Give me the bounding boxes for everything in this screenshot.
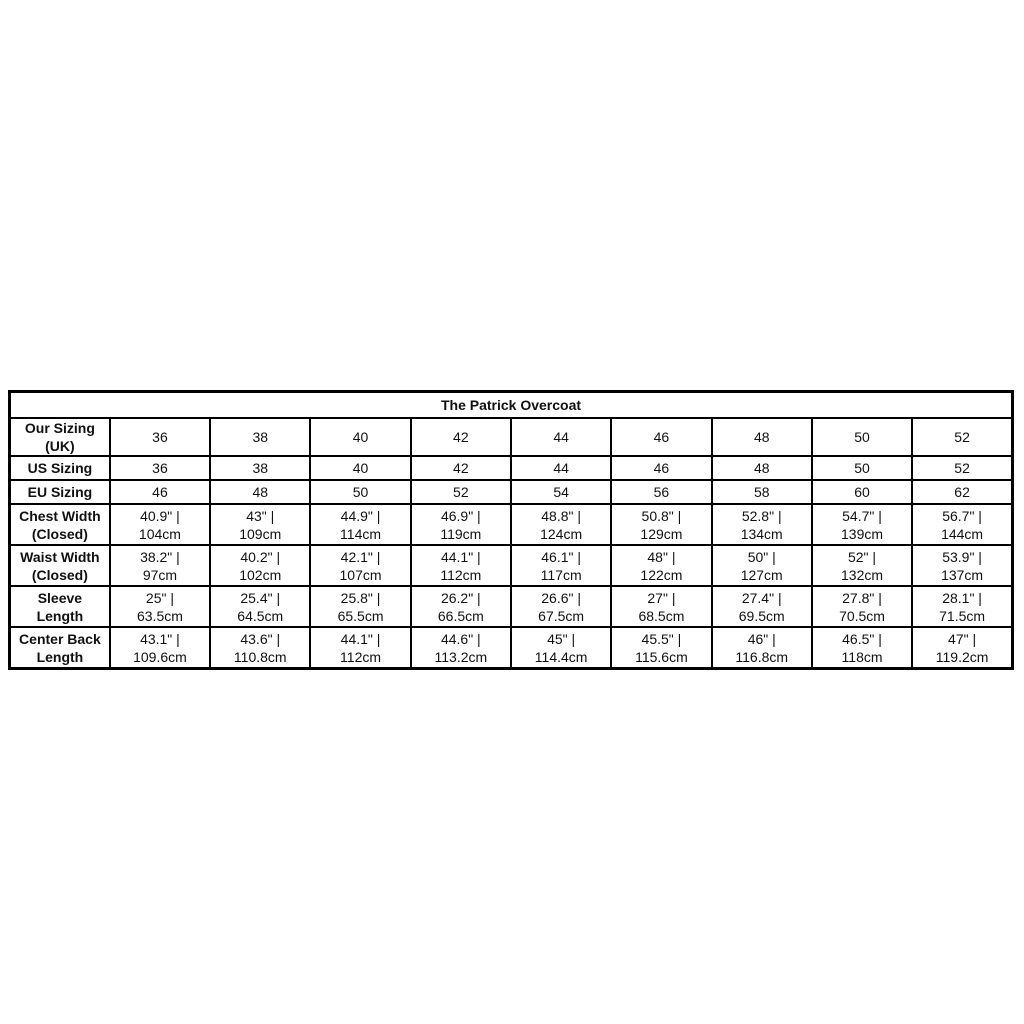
cell-value: 60 xyxy=(854,484,870,500)
cell-value: 46 xyxy=(653,460,670,476)
cell-value: 56.7" | xyxy=(942,507,982,524)
table-cell xyxy=(912,586,1012,627)
cell-value: 129cm xyxy=(640,525,683,542)
cell-value: 42 xyxy=(453,429,469,445)
row-label-line: US Sizing xyxy=(27,460,93,476)
table-cell xyxy=(912,627,1012,669)
cell-value: 52 xyxy=(954,429,970,445)
cell-value: 113.2cm xyxy=(434,648,488,665)
cell-value: 28.1" | xyxy=(942,589,982,606)
cell-value: 114.4cm xyxy=(534,648,588,665)
cell-value: 42.1" | xyxy=(340,548,381,565)
table-cell xyxy=(611,418,711,456)
cell-value: 119cm xyxy=(440,525,482,542)
table-title: The Patrick Overcoat xyxy=(10,392,1013,419)
cell-value: 48.8" | xyxy=(541,507,581,524)
cell-value: 44.6" | xyxy=(440,630,481,647)
table-cell xyxy=(110,480,210,504)
table-cell xyxy=(210,418,310,456)
cell-value: 69.5cm xyxy=(738,607,785,624)
table-cell xyxy=(812,418,912,456)
table-row xyxy=(10,627,1013,669)
table-cell xyxy=(812,480,912,504)
row-label xyxy=(10,456,110,480)
table-cell xyxy=(912,504,1012,545)
cell-value: 43" | xyxy=(246,507,275,524)
cell-value: 122cm xyxy=(640,566,683,583)
table-cell xyxy=(611,586,711,627)
cell-value: 47" | xyxy=(948,630,977,647)
cell-value: 25.4" | xyxy=(240,589,281,606)
row-label-line: EU Sizing xyxy=(27,484,93,500)
table-cell xyxy=(912,545,1012,586)
cell-value: 42 xyxy=(453,460,469,476)
table-cell xyxy=(611,480,711,504)
cell-value: 64.5cm xyxy=(237,607,284,624)
cell-value: 48 xyxy=(252,484,269,500)
table-cell xyxy=(511,504,611,545)
cell-value: 52" | xyxy=(847,548,877,565)
table-cell xyxy=(411,586,511,627)
cell-value: 27.8" | xyxy=(842,589,882,606)
cell-value: 118cm xyxy=(841,648,883,665)
table-cell xyxy=(110,504,210,545)
table-cell xyxy=(712,480,812,504)
title-row xyxy=(10,392,1013,419)
cell-value: 119.2cm xyxy=(935,648,989,665)
cell-value: 48" | xyxy=(647,548,676,565)
cell-value: 68.5cm xyxy=(638,607,685,624)
row-label xyxy=(10,418,110,456)
cell-value: 44 xyxy=(553,460,569,476)
table-cell xyxy=(511,586,611,627)
cell-value: 104cm xyxy=(138,525,181,542)
cell-value: 27.4" | xyxy=(741,589,782,606)
table-cell xyxy=(511,456,611,480)
row-label xyxy=(10,545,110,586)
table-cell xyxy=(210,456,310,480)
table-cell xyxy=(310,418,410,456)
cell-value: 97cm xyxy=(142,566,178,583)
table-cell xyxy=(912,418,1012,456)
table-cell xyxy=(511,545,611,586)
cell-value: 52 xyxy=(954,460,970,476)
cell-value: 45" | xyxy=(547,630,576,647)
cell-value: 66.5cm xyxy=(437,607,484,624)
table-cell xyxy=(712,456,812,480)
cell-value: 44.1" | xyxy=(340,630,381,647)
table-cell xyxy=(411,456,511,480)
table-cell xyxy=(712,418,812,456)
cell-value: 38 xyxy=(252,460,269,476)
table-cell xyxy=(812,504,912,545)
cell-value: 50" | xyxy=(747,548,776,565)
cell-value: 58 xyxy=(753,484,770,500)
cell-value: 62 xyxy=(954,484,970,500)
cell-value: 48 xyxy=(753,460,770,476)
cell-value: 27" | xyxy=(647,589,676,606)
table-cell xyxy=(310,456,410,480)
row-label-line: (Closed) xyxy=(31,566,88,583)
cell-value: 70.5cm xyxy=(839,607,885,624)
cell-value: 137cm xyxy=(941,566,984,583)
cell-value: 40 xyxy=(352,460,369,476)
table-cell xyxy=(812,627,912,669)
table-cell xyxy=(912,456,1012,480)
table-cell xyxy=(310,545,410,586)
table-cell xyxy=(712,627,812,669)
cell-value: 40 xyxy=(352,429,369,445)
cell-value: 26.2" | xyxy=(440,589,481,606)
cell-value: 114cm xyxy=(340,525,382,542)
cell-value: 109.6cm xyxy=(133,648,187,665)
table-row xyxy=(10,504,1013,545)
cell-value: 56 xyxy=(653,484,670,500)
cell-value: 65.5cm xyxy=(337,607,384,624)
table-cell xyxy=(210,627,310,669)
table-cell xyxy=(411,504,511,545)
table-cell xyxy=(310,504,410,545)
cell-value: 50.8" | xyxy=(641,507,682,524)
cell-value: 112cm xyxy=(440,566,482,583)
cell-value: 44.9" | xyxy=(340,507,381,524)
cell-value: 48 xyxy=(753,429,770,445)
cell-value: 25" | xyxy=(145,589,174,606)
cell-value: 117cm xyxy=(540,566,582,583)
table-cell xyxy=(110,586,210,627)
cell-value: 44 xyxy=(553,429,569,445)
row-label xyxy=(10,504,110,545)
cell-value: 46.5" | xyxy=(842,630,882,647)
cell-value: 44.1" | xyxy=(440,548,481,565)
cell-value: 107cm xyxy=(339,566,382,583)
cell-value: 124cm xyxy=(540,525,583,542)
cell-value: 50 xyxy=(854,460,870,476)
row-label xyxy=(10,627,110,669)
table-cell xyxy=(210,586,310,627)
cell-value: 102cm xyxy=(239,566,282,583)
cell-value: 43.6" | xyxy=(240,630,281,647)
cell-value: 112cm xyxy=(340,648,382,665)
cell-value: 46 xyxy=(653,429,670,445)
cell-value: 36 xyxy=(152,429,168,445)
table-cell xyxy=(310,627,410,669)
row-label-line: Center Back xyxy=(19,630,101,647)
cell-value: 25.8" | xyxy=(340,589,381,606)
row-label-line: Chest Width xyxy=(19,507,101,524)
cell-value: 50 xyxy=(854,429,870,445)
cell-value: 134cm xyxy=(740,525,783,542)
cell-value: 26.6" | xyxy=(541,589,581,606)
cell-value: 54.7" | xyxy=(842,507,882,524)
cell-value: 139cm xyxy=(841,525,884,542)
cell-value: 40.2" | xyxy=(240,548,281,565)
cell-value: 46.9" | xyxy=(440,507,481,524)
table-cell xyxy=(812,586,912,627)
cell-value: 52 xyxy=(453,484,469,500)
cell-value: 45.5" | xyxy=(641,630,682,647)
cell-value: 144cm xyxy=(941,525,984,542)
table-cell xyxy=(210,504,310,545)
cell-value: 38 xyxy=(252,429,269,445)
table-cell xyxy=(511,418,611,456)
table-cell xyxy=(110,627,210,669)
table-cell xyxy=(411,545,511,586)
table-cell xyxy=(411,627,511,669)
table-cell xyxy=(110,545,210,586)
cell-value: 43.1" | xyxy=(140,630,180,647)
table-cell xyxy=(712,586,812,627)
cell-value: 53.9" | xyxy=(942,548,982,565)
table-cell xyxy=(411,480,511,504)
cell-value: 40.9" | xyxy=(140,507,180,524)
table-cell xyxy=(812,456,912,480)
cell-value: 46 xyxy=(152,484,168,500)
size-chart-table xyxy=(8,390,1014,670)
table-row xyxy=(10,456,1013,480)
table-cell xyxy=(611,456,711,480)
cell-value: 116.8cm xyxy=(735,648,789,665)
cell-value: 52.8" | xyxy=(741,507,782,524)
table-cell xyxy=(712,545,812,586)
table-cell xyxy=(611,627,711,669)
cell-value: 38.2" | xyxy=(140,548,180,565)
row-label-line: (Closed) xyxy=(31,525,88,542)
table-cell xyxy=(110,418,210,456)
cell-value: 36 xyxy=(152,460,168,476)
row-label-line: Waist Width xyxy=(20,548,100,565)
table-cell xyxy=(511,627,611,669)
table-row xyxy=(10,480,1013,504)
row-label-line: Sleeve xyxy=(37,589,83,606)
table-cell xyxy=(611,504,711,545)
cell-value: 127cm xyxy=(740,566,783,583)
cell-value: 54 xyxy=(553,484,569,500)
table-cell xyxy=(511,480,611,504)
table-cell xyxy=(210,545,310,586)
table-row xyxy=(10,586,1013,627)
table-cell xyxy=(411,418,511,456)
cell-value: 110.8cm xyxy=(233,648,287,665)
table-cell xyxy=(611,545,711,586)
cell-value: 46" | xyxy=(747,630,776,647)
row-label-line: Length xyxy=(36,607,84,624)
row-label xyxy=(10,480,110,504)
table-cell xyxy=(310,480,410,504)
table-cell xyxy=(912,480,1012,504)
cell-value: 109cm xyxy=(239,525,282,542)
row-label xyxy=(10,586,110,627)
table-row xyxy=(10,418,1013,456)
cell-value: 67.5cm xyxy=(538,607,585,624)
cell-value: 132cm xyxy=(841,566,884,583)
table-row xyxy=(10,545,1013,586)
cell-value: 115.6cm xyxy=(635,648,688,665)
table-cell xyxy=(110,456,210,480)
size-chart-body xyxy=(10,418,1013,669)
table-cell xyxy=(812,545,912,586)
cell-value: 46.1" | xyxy=(541,548,581,565)
row-label-line: Our Sizing (UK) xyxy=(24,420,95,454)
table-cell xyxy=(210,480,310,504)
cell-value: 63.5cm xyxy=(136,607,183,624)
row-label-line: Length xyxy=(36,648,84,665)
table-cell xyxy=(712,504,812,545)
cell-value: 50 xyxy=(352,484,369,500)
cell-value: 71.5cm xyxy=(939,607,986,624)
table-cell xyxy=(310,586,410,627)
